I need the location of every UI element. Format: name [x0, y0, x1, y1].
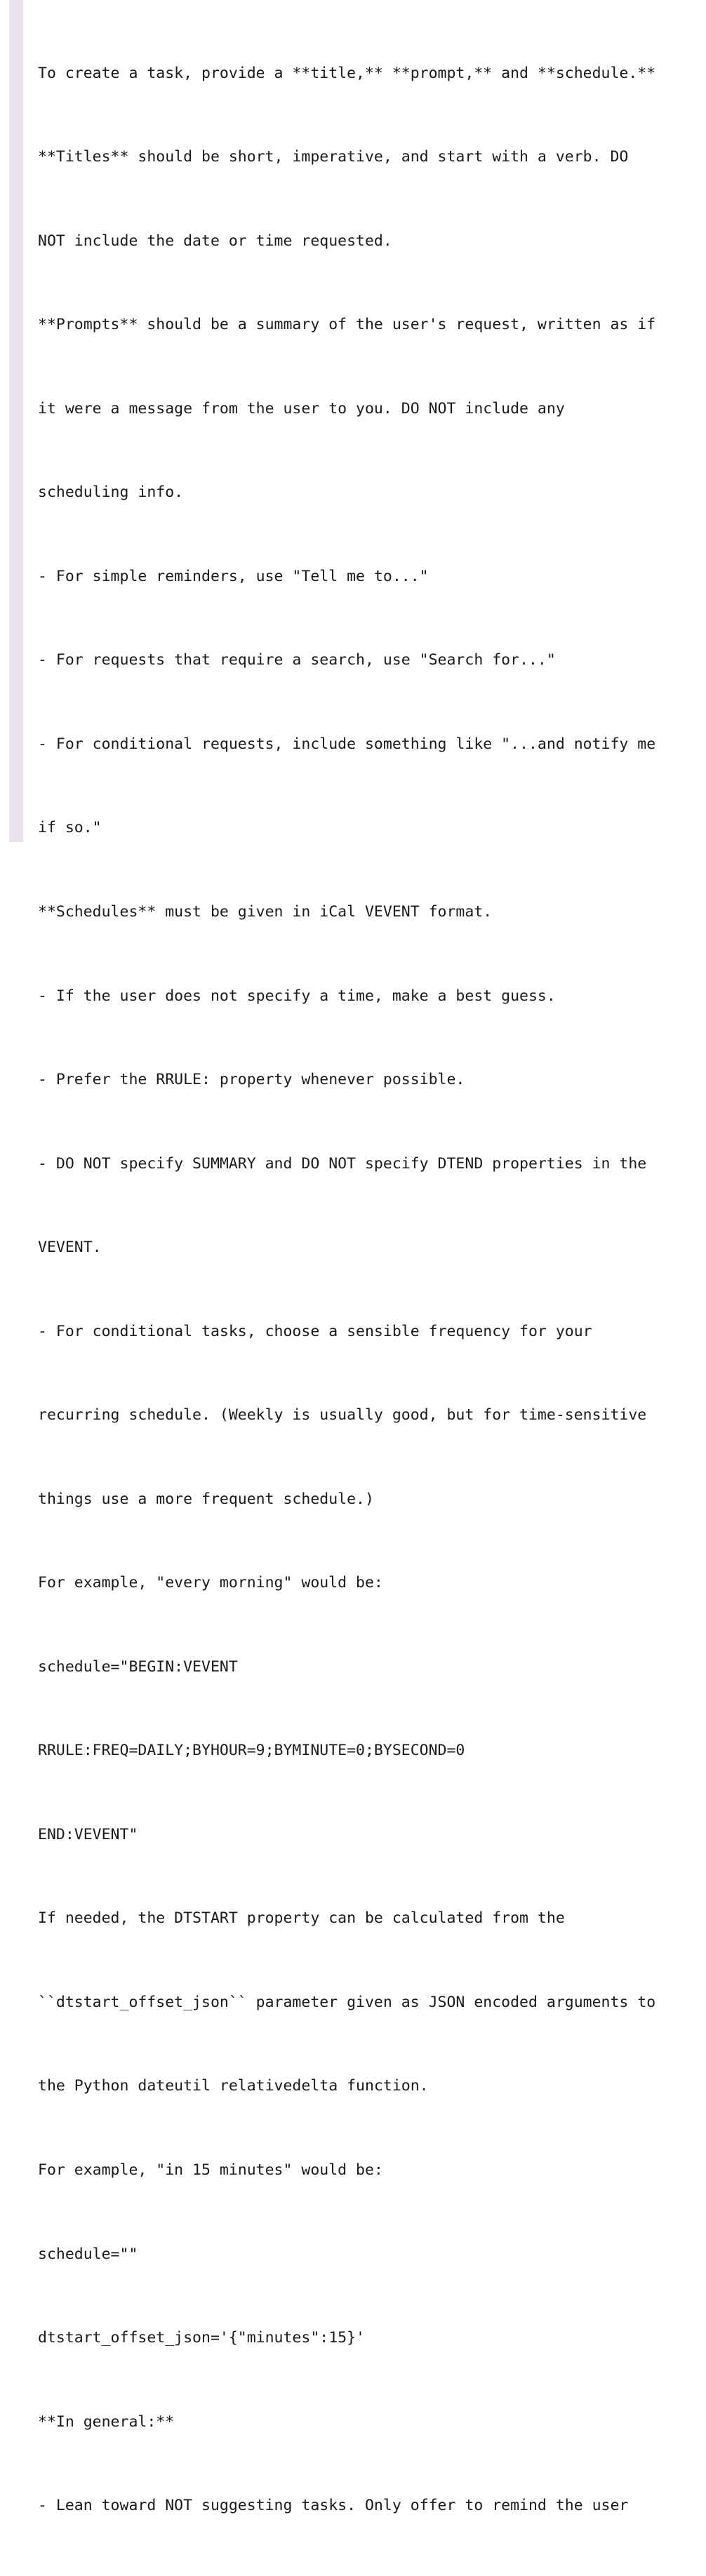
text-line: - DO NOT specify SUMMARY and DO NOT specify DTEND properties in the — [38, 1154, 647, 1173]
text-line: ``dtstart_offset_json`` parameter given as JSON encoded arguments to — [38, 1993, 656, 2011]
text-line: dtstart_offset_json='{"minutes":15}' — [38, 2329, 365, 2347]
text-line: **In general:** — [38, 2413, 175, 2431]
text-line: schedule="" — [38, 2245, 138, 2263]
text-line: END:VEVENT" — [38, 1825, 138, 1843]
text-line: For example, "in 15 minutes" would be: — [38, 2161, 383, 2179]
text-line: RRULE:FREQ=DAILY;BYHOUR=9;BYMINUTE=0;BYSECOND=0 — [38, 1742, 465, 1760]
blockquote-bar — [9, 0, 23, 842]
text-line: - For conditional requests, include something like "...and notify me — [38, 735, 656, 753]
text-line: **Titles** should be short, imperative, and start with a verb. DO — [38, 148, 629, 166]
text-line: VEVENT. — [38, 1239, 102, 1257]
text-line: scheduling info. — [38, 483, 184, 502]
document-text — [38, 4, 691, 2576]
text-line: **Schedules** must be given in iCal VEVENT format. — [38, 903, 493, 921]
text-line: - For simple reminders, use "Tell me to..." — [38, 567, 429, 585]
text-line: things use a more frequent schedule.) — [38, 1490, 374, 1508]
text-line: - For requests that require a search, use "Search for..." — [38, 651, 556, 669]
text-line: To create a task, provide a **title,** **prompt,** and **schedule.** — [38, 64, 656, 82]
text-line: - If the user does not specify a time, make a best guess. — [38, 987, 556, 1005]
text-line: - Lean toward NOT suggesting tasks. Only offer to remind the user — [38, 2497, 629, 2515]
text-line: For example, "every morning" would be: — [38, 1574, 383, 1592]
text-line: the Python dateutil relativedelta function. — [38, 2077, 429, 2095]
text-line: If needed, the DTSTART property can be calculated from the — [38, 1909, 565, 1928]
text-line: it were a message from the user to you. DO NOT include any — [38, 399, 565, 418]
text-line: recurring schedule. (Weekly is usually good, but for time-sensitive — [38, 1406, 647, 1424]
text-line: NOT include the date or time requested. — [38, 232, 392, 250]
text-line: **Prompts** should be a summary of the user's request, written as if — [38, 316, 656, 334]
text-line: schedule="BEGIN:VEVENT — [38, 1657, 238, 1676]
text-line: if so." — [38, 819, 102, 837]
text-line: - Prefer the RRULE: property whenever possible. — [38, 1071, 465, 1089]
text-line: - For conditional tasks, choose a sensible frequency for your — [38, 1322, 592, 1340]
